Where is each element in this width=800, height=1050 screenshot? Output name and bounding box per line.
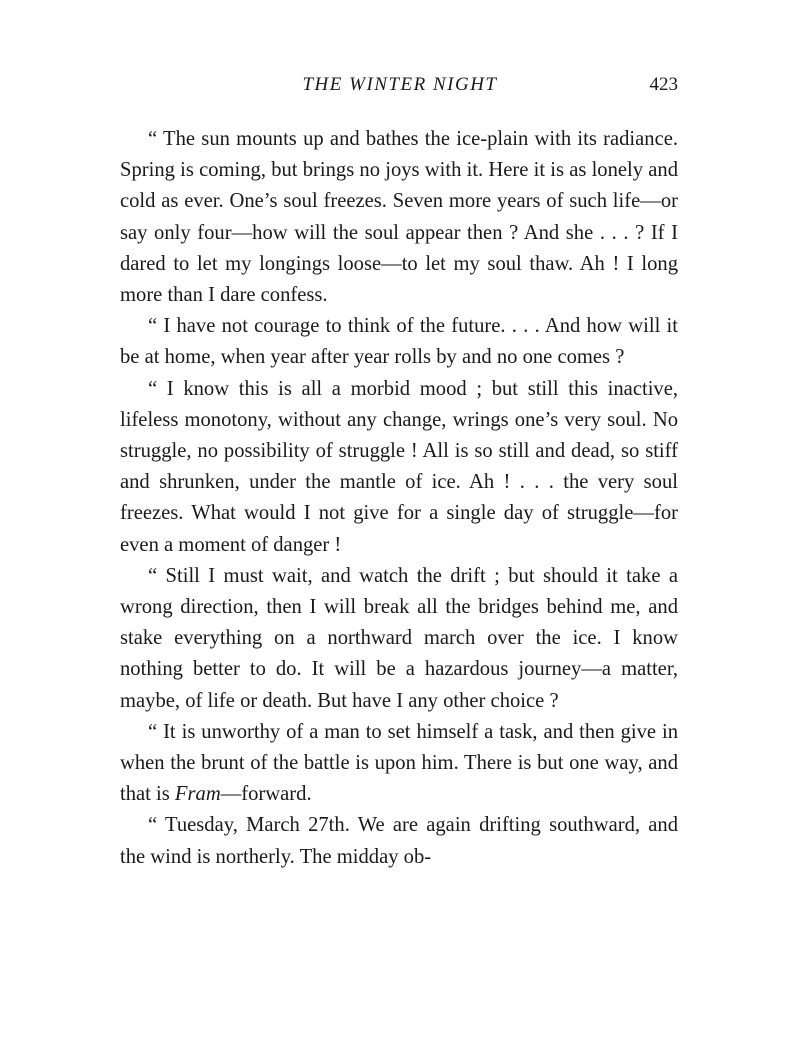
paragraph-4: “ Still I must wait, and watch the drift ; but should it take a wrong direction, then I will break all the bridges behind me, and stake everything on a northward march over the ice. I know nothing better to do. It will be a hazardous journey—a matter, maybe, of life or death. But have I any other choice ? [120, 564, 678, 712]
paragraph-5-italic: Fram [174, 783, 221, 806]
paragraph-5-text: “ It is unworthy of a man to set himself a task, and then give in when the brunt of the battle is upon him. There is but one way, and that is [120, 720, 678, 806]
page-number: 423 [649, 74, 678, 95]
paragraph-1: “ The sun mounts up and bathes the ice-plain with its radiance. Spring is coming, but brings no joys with it. Here it is as lonely and cold as ever. One’s soul freezes. Seven more years of such life—or say only four—how will the soul appear then ? And she . . . ? If I dared to let my longings loose—to let my soul thaw. Ah ! I long more than I dare confess. [120, 128, 678, 307]
running-head [120, 74, 680, 100]
body-text [120, 124, 678, 873]
paragraph-3: “ I know this is all a morbid mood ; but still this inactive, lifeless monotony, without any change, wrings one’s very soul. No struggle, no possibility of struggle ! All is so still and dead, so stiff and shrunken, under the mantle of ice. Ah ! . . . the very soul freezes. What would I not give for a single day of struggle—for even a moment of danger ! [120, 377, 678, 556]
paragraph-6: “ Tuesday, March 27th. We are again drifting southward, and the wind is northerly. The midday ob- [120, 814, 678, 868]
paragraph-2: “ I have not courage to think of the future. . . . And how will it be at home, when year after year rolls by and no one comes ? [120, 315, 678, 369]
paragraph-5-end: —forward. [220, 783, 312, 806]
running-title: THE WINTER NIGHT [302, 74, 498, 95]
paragraph-5 [120, 717, 678, 811]
